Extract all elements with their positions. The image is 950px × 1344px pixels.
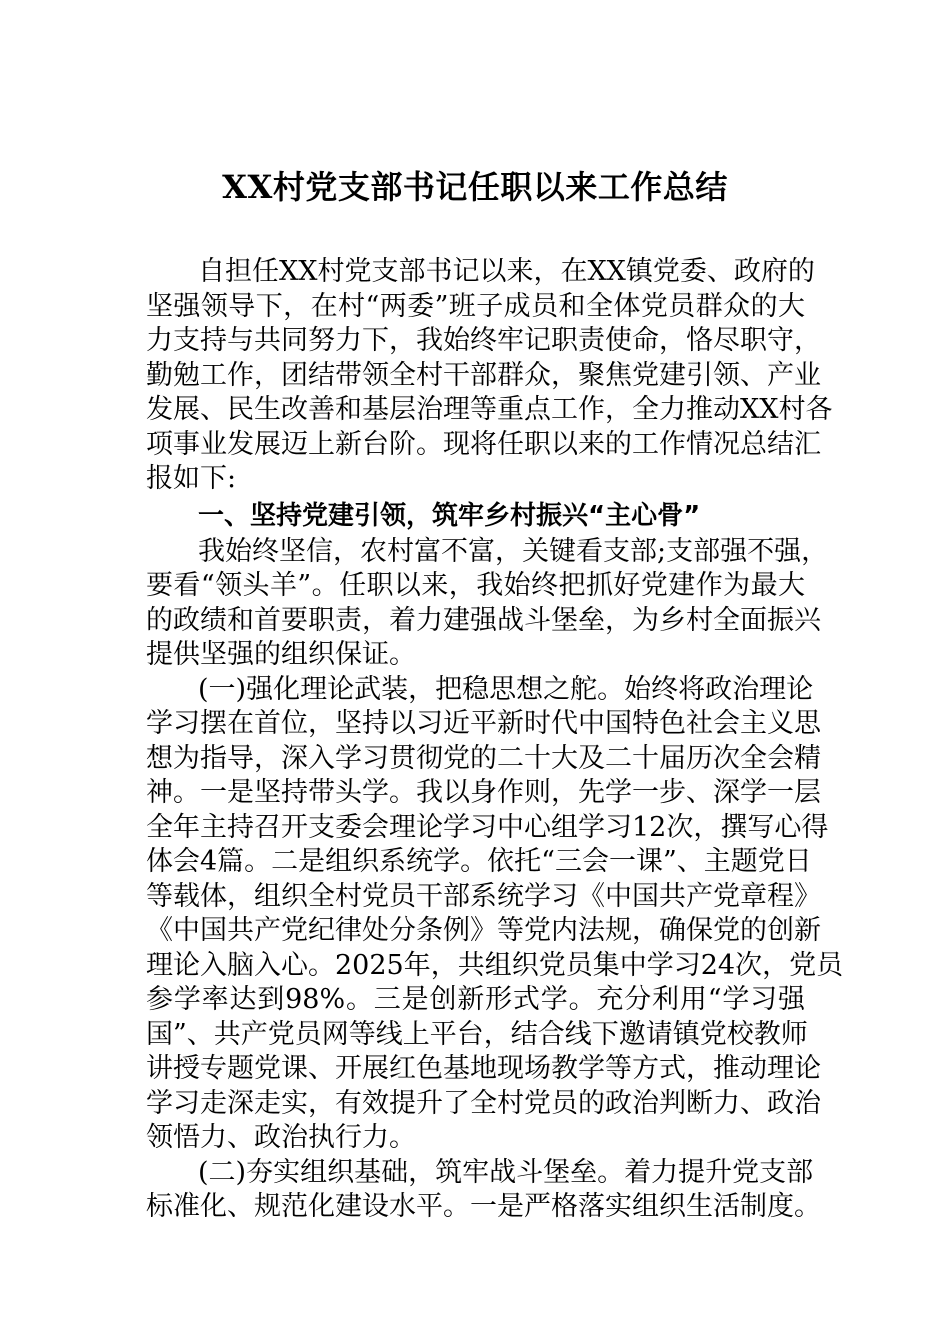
text-line: 体会4篇。二是组织系统学。依托“三会一课”、主题党日 <box>146 846 812 877</box>
text-line: 国”、共产党员网等线上平台，结合线下邀请镇党校教师 <box>146 1018 808 1050</box>
text-line: 发展、民生改善和基层治理等重点工作，全力推动XX村各 <box>146 394 833 425</box>
paragraph <box>146 255 833 497</box>
heading-text: 一、坚持党建引领，筑牢乡村振兴“主心骨” <box>198 500 701 531</box>
text-line: 等载体，组织全村党员干部系统学习《中国共产党章程》 <box>146 880 821 912</box>
text-line: 《中国共产党纪律处分条例》等党内法规，确保党的创新 <box>146 915 821 946</box>
document-body <box>146 255 844 1225</box>
paragraph <box>146 673 844 1156</box>
text-line: 学习走深走实，有效提升了全村党员的政治判断力、政治 <box>146 1087 821 1119</box>
text-line: 的政绩和首要职责，着力建强战斗堡垒，为乡村全面振兴 <box>146 604 821 636</box>
text-line: 标准化、规范化建设水平。一是严格落实组织生活制度。 <box>146 1191 821 1222</box>
paragraph <box>146 535 829 673</box>
text-line: 学习摆在首位，坚持以习近平新时代中国特色社会主义思 <box>146 708 821 739</box>
text-line: 勤勉工作，团结带领全村干部群众，聚焦党建引领、产业 <box>146 359 821 391</box>
text-line: 自担任XX村党支部书记以来，在XX镇党委、政府的 <box>198 256 815 287</box>
text-line: (一)强化理论武装，把稳思想之舵。始终将政治理论 <box>198 673 814 705</box>
text-line: (二)夯实组织基础，筑牢战斗堡垒。着力提升党支部 <box>198 1156 814 1188</box>
text-line: 参学率达到98%。三是创新形式学。充分利用“学习强 <box>146 984 805 1015</box>
text-line: 全年主持召开支委会理论学习中心组学习12次，撰写心得 <box>146 811 829 843</box>
paragraph <box>146 1156 821 1225</box>
text-line: 神。一是坚持带头学。我以身作则，先学一步、深学一层 <box>146 777 821 808</box>
text-line: 领悟力、政治执行力。 <box>146 1122 416 1153</box>
text-line: 报如下: <box>146 463 237 494</box>
document-title: XX村党支部书记任职以来工作总结 <box>222 168 728 206</box>
text-line: 坚强领导下，在村“两委”班子成员和全体党员群众的大 <box>146 290 805 322</box>
text-line: 我始终坚信，农村富不富，关键看支部;支部强不强， <box>198 535 829 567</box>
section-heading <box>146 497 805 535</box>
text-line: 讲授专题党课、开展红色基地现场教学等方式，推动理论 <box>146 1053 821 1084</box>
text-line: 项事业发展迈上新台阶。现将任职以来的工作情况总结汇 <box>146 428 821 460</box>
text-line: 要看“领头羊”。任职以来，我始终把抓好党建作为最大 <box>146 570 805 601</box>
text-line: 力支持与共同努力下，我始终牢记职责使命，恪尽职守， <box>146 325 821 356</box>
text-line: 理论入脑入心。2025年，共组织党员集中学习24次，党员 <box>146 949 844 981</box>
text-line: 提供坚强的组织保证。 <box>146 639 416 670</box>
text-line: 想为指导，深入学习贯彻党的二十大及二十届历次全会精 <box>146 742 821 774</box>
